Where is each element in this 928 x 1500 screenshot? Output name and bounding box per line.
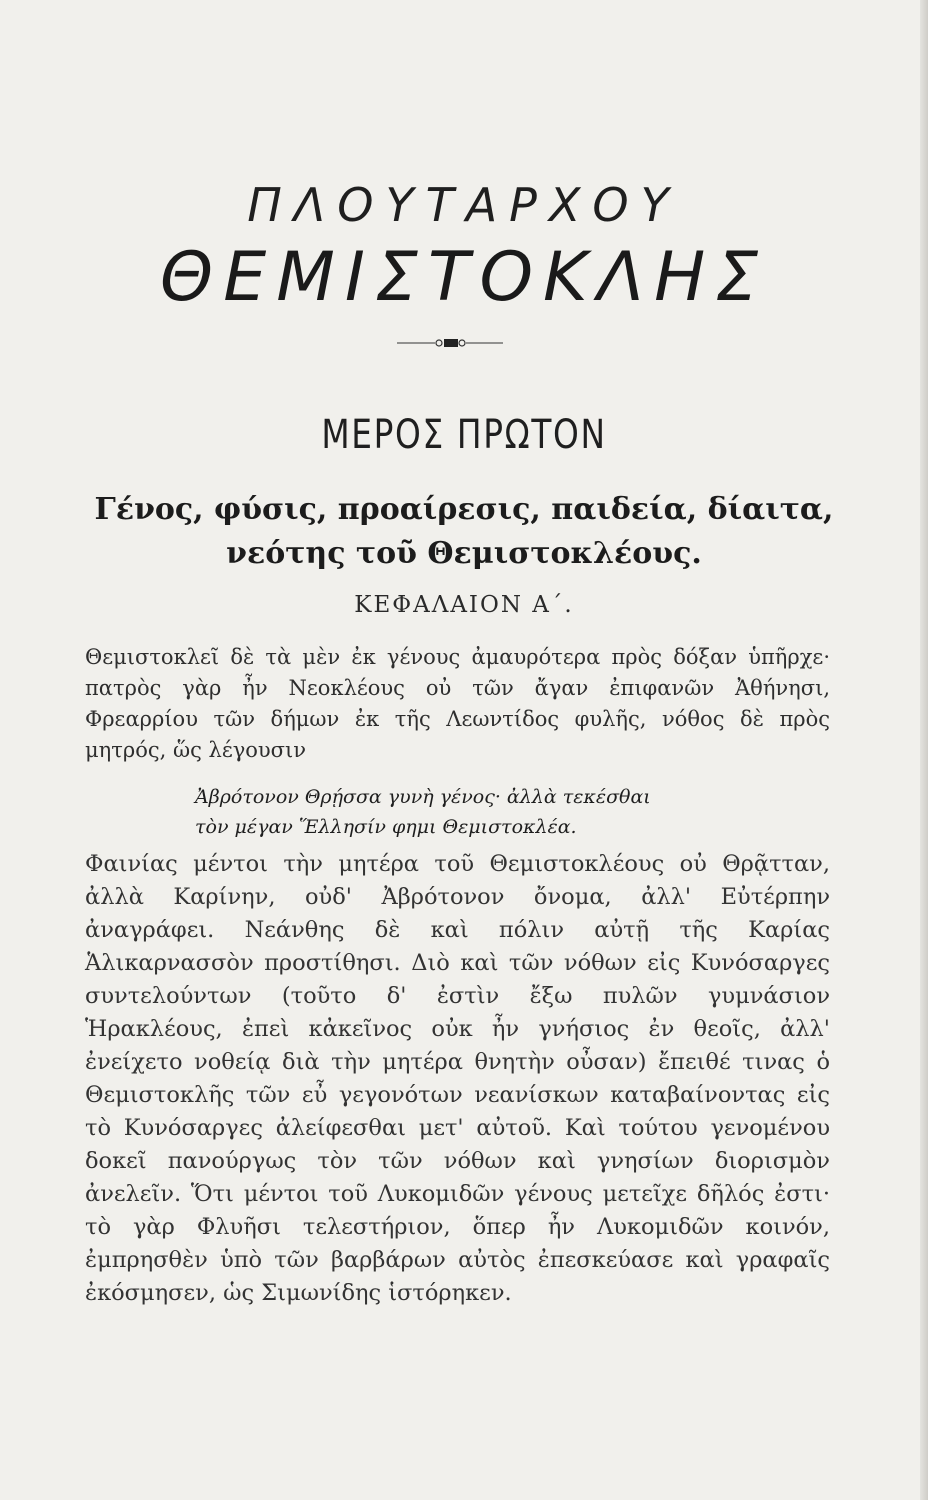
verse-line-2: τὸν μέγαν Ἕλλησίν φημι Θεμιστοκλέα. [195, 816, 577, 838]
ornament-divider-icon [395, 332, 505, 354]
verse-line-1: Ἀβρότονον Θρῄσσα γυνὴ γένος· ἀλλὰ τεκέσθαι [195, 786, 651, 808]
work-title: ΘΕΜΙΣΤΟΚΛΗΣ [159, 238, 769, 317]
paragraph-2: Φαινίας μέντοι τὴν μητέρα τοῦ Θεμιστοκλέους οὐ Θρᾷτταν, ἀλλὰ Καρίνην, οὐδ' Ἀβρότονον ὄνομα, ἀλλ' Εὐτέρπην ἀναγράφει. Νεάνθης δὲ καὶ πόλιν αὐτῇ τῆς Καρίας Ἁλικαρνασσὸν προστίθησι. Διὸ καὶ τῶν νόθων εἰς Κυνόσαργες συντελούντων (τοῦτο δ' ἐστὶν ἔξω πυλῶν γυμνάσιον Ἡρακλέους, ἐπεὶ κἀκεῖνος οὐκ ἦν γνήσιος ἐν θεοῖς, ἀλλ' ἐνείχετο νοθείᾳ διὰ τὴν μητέρα θνητὴν οὖσαν) ἔπειθέ τινας ὁ Θεμιστοκλῆς τῶν εὖ γεγονότων νεανίσκων καταβαίνοντας εἰς τὸ Κυνόσαργες ἀλείφεσθαι μετ' αὐτοῦ. Καὶ τούτου γενομένου δοκεῖ πανούργως τὸν τῶν νόθων καὶ γνησίων διορισμὸν ἀνελεῖν. Ὅτι μέντοι τοῦ Λυκομιδῶν γένους μετεῖχε δῆλός ἐστι· τὸ γὰρ Φλυῆσι τελεστήριον, ὅπερ ἦν Λυκομιδῶν κοινόν, ἐμπρησθὲν ὑπὸ τῶν βαρβάρων αὐτὸς ἐπεσκεύασε καὶ γραφαῖς ἐκόσμησεν, ὡς Σιμωνίδης ἱστόρηκεν. [85, 851, 830, 1306]
page-edge [920, 0, 928, 1500]
part-title: ΜΕΡΟΣ ΠΡΩΤΟΝ [321, 412, 607, 458]
chapter-heading: ΚΕΦΑΛΑΙΟΝ Α΄. [354, 592, 574, 618]
paragraph-1: Θεμιστοκλεῖ δὲ τὰ μὲν ἐκ γένους ἀμαυρότερα πρὸς δόξαν ὑπῆρχε· πατρὸς γὰρ ἦν Νεοκλέους οὐ τῶν ἄγαν ἐπιφανῶν Ἀθήνησι, Φρεαρρίου τῶν δήμων ἐκ τῆς Λεωντίδος φυλῆς, νόθος δὲ πρὸς μητρός, ὥς λέγουσιν [85, 645, 830, 762]
section-subtitle: Γένος, φύσις, προαίρεσις, παιδεία, δίαιτα, νεότης τοῦ Θεμιστοκλέους. [94, 492, 834, 571]
author-heading: ΠΛΟΥΤΑΡΧΟΥ [247, 178, 681, 232]
